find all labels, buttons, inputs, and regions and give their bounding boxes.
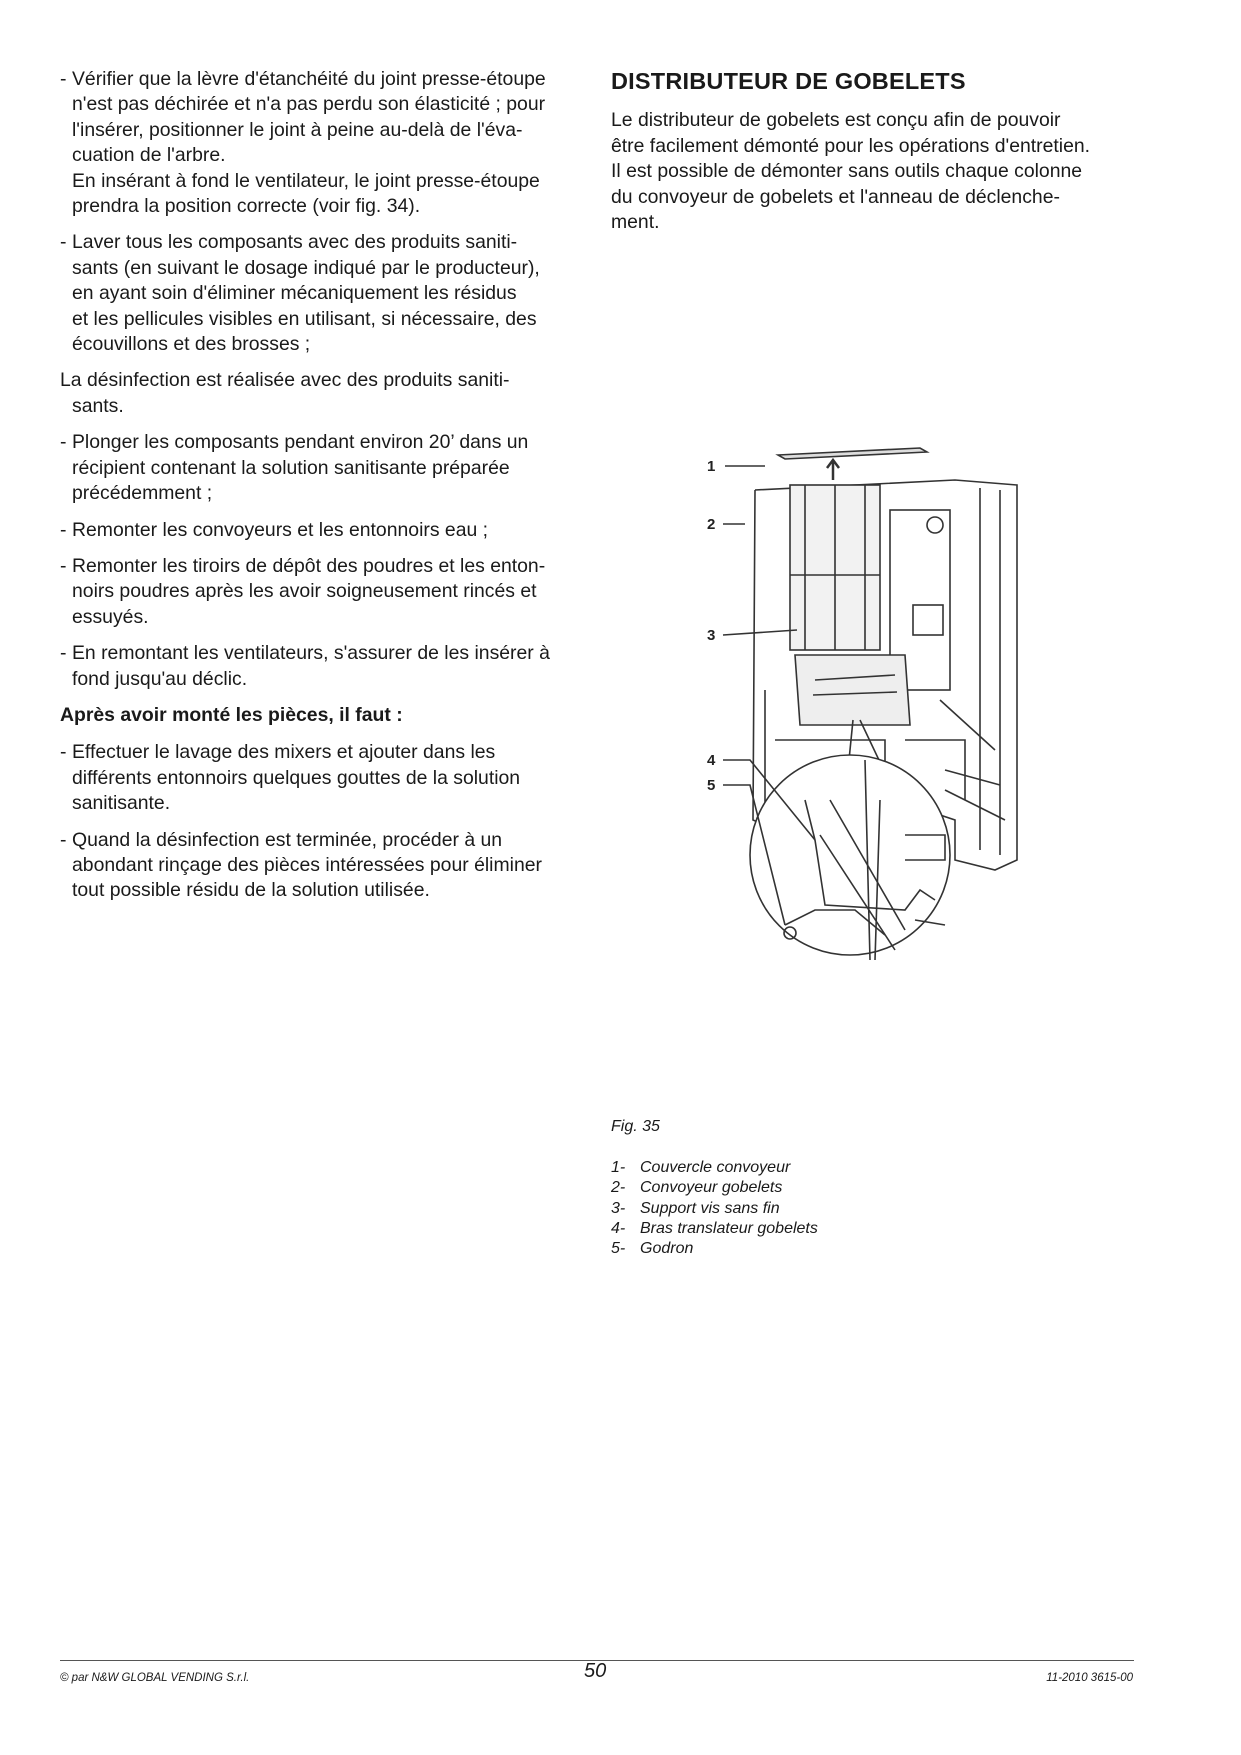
- text-line: en ayant soin d'éliminer mécaniquement les résidus: [72, 282, 517, 305]
- section-heading: DISTRIBUTEUR DE GOBELETS: [611, 68, 966, 94]
- list-item: - Vérifier que la lèvre d'étanchéité du joint presse-étoupe n'est pas déchirée et n'a pas perdu son élasticité ; pour l'insérer, positionner le joint à peine au-delà de l'éva- cuation de l'arbre. En insérant à fond le ventilateur, le joint presse-étoupe prendra la position correcte (voir fig. 34).: [60, 67, 586, 219]
- figure-label-5: 5: [707, 777, 716, 794]
- figure-caption: Fig. 35: [611, 1118, 660, 1135]
- text-line: Vérifier que la lèvre d'étanchéité du joint presse-étoupe: [72, 68, 546, 90]
- list-item: - Remonter les convoyeurs et les entonnoirs eau ;: [60, 518, 586, 543]
- figure-legend: [611, 1158, 818, 1259]
- text-line: Laver tous les composants avec des produits saniti-: [72, 231, 518, 254]
- figure-label-3: 3: [707, 627, 716, 644]
- legend-item: 4- Bras translateur gobelets: [611, 1219, 818, 1237]
- intro-paragraph: [611, 108, 1131, 235]
- text-line: écouvillons et des brosses ;: [72, 333, 311, 356]
- left-column: [60, 67, 586, 915]
- page-number: 50: [584, 1660, 607, 1682]
- text-line: n'est pas déchirée et n'a pas perdu son élasticité ; pour: [72, 93, 546, 116]
- subheading: Après avoir monté les pièces, il faut :: [60, 703, 403, 726]
- list-item: - Quand la désinfection est terminée, procéder à un abondant rinçage des pièces intéressées pour éliminer tout possible résidu de la solution utilisée.: [60, 828, 586, 904]
- text-line: abondant rinçage des pièces intéressées pour éliminer: [72, 853, 542, 876]
- text-line: sants (en suivant le dosage indiqué par le producteur),: [72, 256, 540, 279]
- text-line: En insérant à fond le ventilateur, le joint presse-étoupe: [72, 169, 540, 192]
- text-line: ment.: [611, 211, 660, 234]
- cup-dispenser-illustration: [705, 440, 1035, 1010]
- text-line: cuation de l'arbre.: [72, 144, 226, 167]
- list-item: - Remonter les tiroirs de dépôt des poudres et les enton- noirs poudres après les avoir soigneusement rincés et essuyés.: [60, 554, 586, 630]
- text-line: Remonter les tiroirs de dépôt des poudres et les enton-: [72, 554, 546, 577]
- text-line: Remonter les convoyeurs et les entonnoirs eau ;: [72, 518, 489, 541]
- legend-item: 2- Convoyeur gobelets: [611, 1179, 783, 1197]
- legend-item: 3- Support vis sans fin: [611, 1199, 780, 1217]
- list-item: - Effectuer le lavage des mixers et ajouter dans les différents entonnoirs quelques gouttes de la solution sanitisante.: [60, 740, 586, 816]
- text-line: noirs poudres après les avoir soigneusement rincés et: [72, 580, 537, 603]
- text-line: La désinfection est réalisée avec des produits saniti-: [60, 369, 510, 392]
- text-line: tout possible résidu de la solution utilisée.: [72, 879, 430, 902]
- text-line: prendra la position correcte (voir fig. 34).: [72, 195, 421, 218]
- text-line: essuyés.: [72, 605, 149, 628]
- text-line: sanitisante.: [72, 792, 171, 815]
- text-line: être facilement démonté pour les opérations d'entretien.: [611, 134, 1091, 157]
- text-line: Effectuer le lavage des mixers et ajouter dans les: [72, 741, 496, 764]
- figure-label-2: 2: [707, 516, 716, 533]
- text-line: Il est possible de démonter sans outils chaque colonne: [611, 160, 1083, 183]
- text-line: précédemment ;: [72, 482, 213, 505]
- text-line: fond jusqu'au déclic.: [72, 667, 248, 690]
- text-line: Quand la désinfection est terminée, procéder à un: [72, 828, 503, 851]
- figure-label-4: 4: [707, 752, 716, 769]
- text-line: Plonger les composants pendant environ 20’ dans un: [72, 431, 529, 454]
- list-item: - En remontant les ventilateurs, s'assurer de les insérer à fond jusqu'au déclic.: [60, 641, 586, 692]
- text-line: différents entonnoirs quelques gouttes de la solution: [72, 766, 521, 789]
- paragraph: [60, 368, 586, 419]
- list-item: - Laver tous les composants avec des produits saniti- sants (en suivant le dosage indiqué par le producteur), en ayant soin d'éliminer mécaniquement les résidus et les pellicules visibles en utilisant, si nécessaire, des écouvillons et des brosses ;: [60, 230, 586, 357]
- figure-label-1: 1: [707, 458, 716, 475]
- text-line: sants.: [72, 394, 124, 417]
- footer-copyright: © par N&W GLOBAL VENDING S.r.l.: [60, 1672, 250, 1684]
- text-line: du convoyeur de gobelets et l'anneau de déclenche-: [611, 185, 1060, 208]
- right-column: [611, 67, 1131, 235]
- list-item: - Plonger les composants pendant environ 20’ dans un récipient contenant la solution sanitisante préparée précédemment ;: [60, 430, 586, 506]
- text-line: Le distributeur de gobelets est conçu afin de pouvoir: [611, 109, 1061, 132]
- text-line: et les pellicules visibles en utilisant, si nécessaire, des: [72, 307, 537, 330]
- document-code: 11-2010 3615-00: [1046, 1672, 1133, 1684]
- legend-item: 1- Couvercle convoyeur: [611, 1159, 791, 1176]
- text-line: En remontant les ventilateurs, s'assurer de les insérer à: [72, 642, 550, 665]
- legend-item: 5- Godron: [611, 1240, 694, 1258]
- technical-drawing: [705, 440, 1035, 1010]
- text-line: l'insérer, positionner le joint à peine au-delà de l'éva-: [72, 118, 523, 141]
- text-line: récipient contenant la solution sanitisante préparée: [72, 456, 510, 479]
